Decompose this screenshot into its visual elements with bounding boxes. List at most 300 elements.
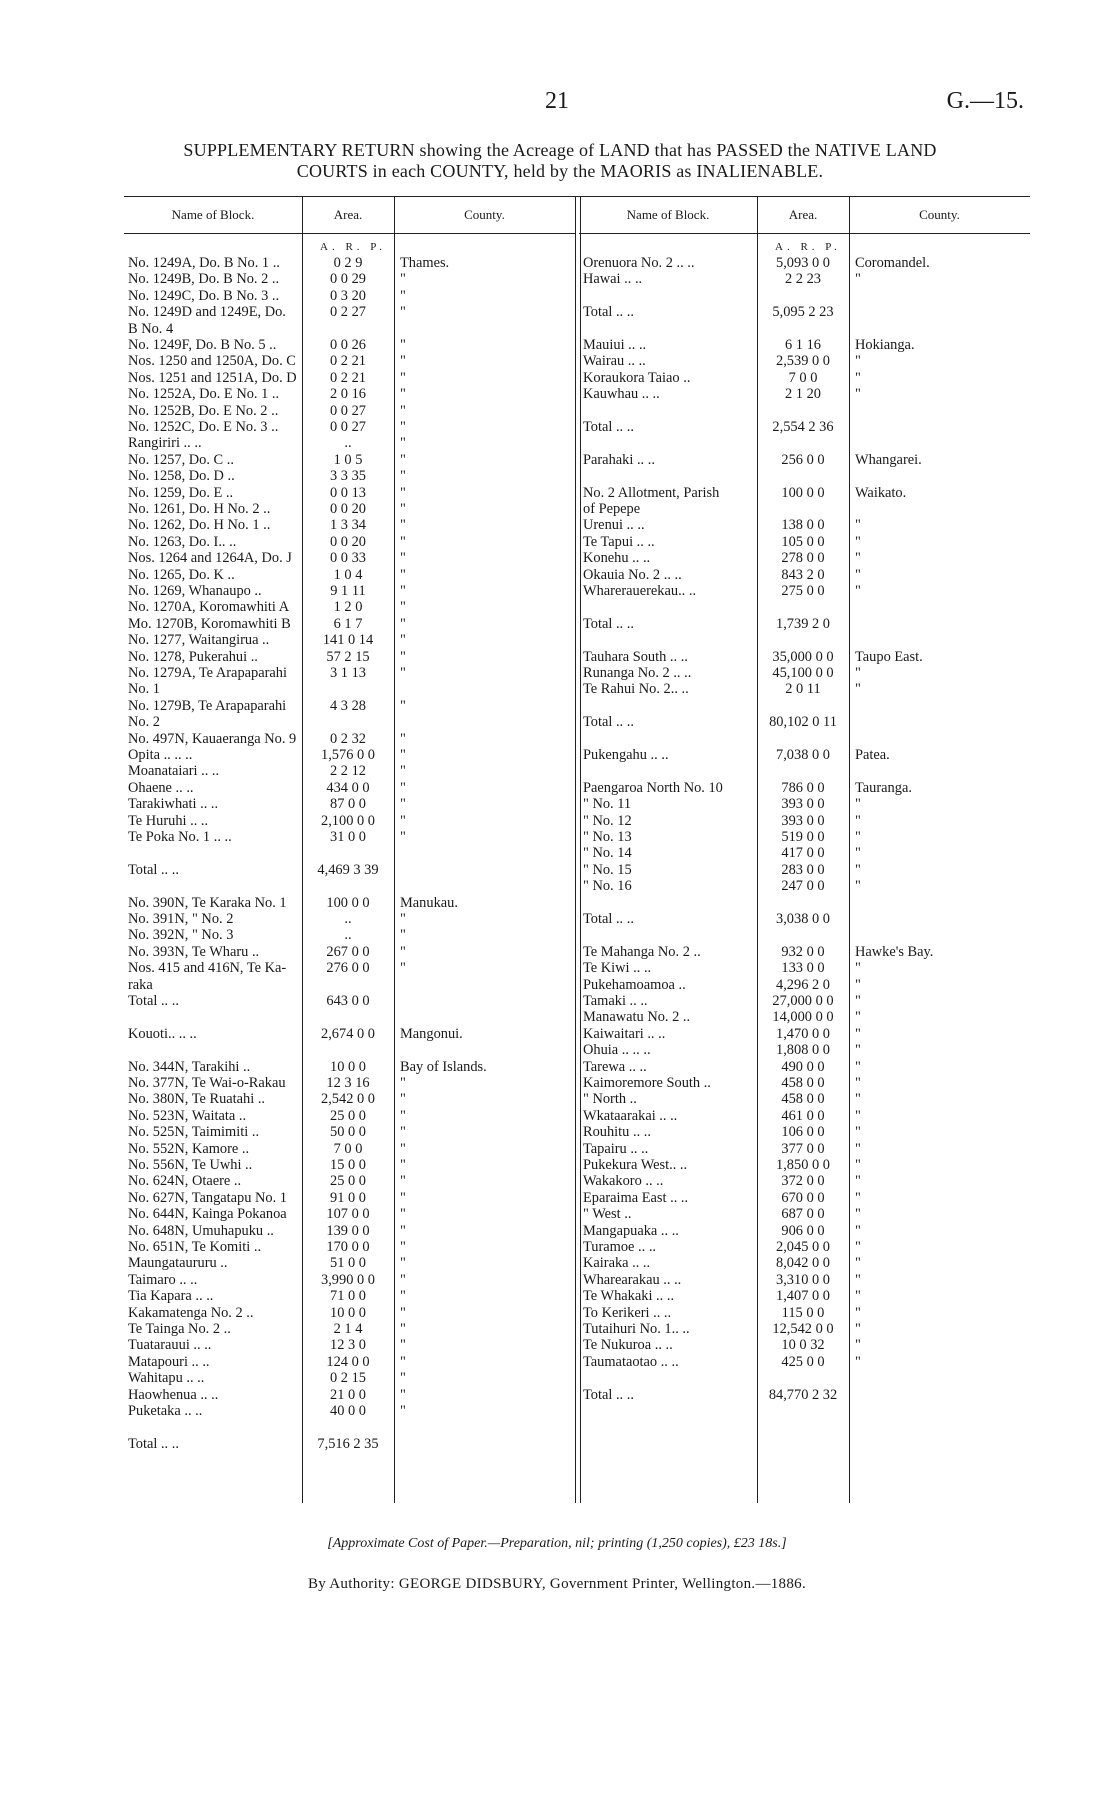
block-name: No. 497N, Kauaeranga No. 9 [128,730,297,747]
block-area: 2 1 4 [333,1321,363,1337]
left-table-row [124,435,575,452]
left-header-area: Area. [302,197,394,234]
block-name: Total .. .. [128,1435,179,1452]
block-county: " [400,1304,406,1321]
left-table-row [124,337,575,354]
page-number: 21 [545,88,569,114]
left-table-row [124,1190,575,1207]
right-table-row [579,1009,1030,1026]
right-area-units: A. R. P. [775,241,841,253]
block-county: " [400,943,406,960]
block-county: " [400,632,406,649]
block-name: Mauiui .. .. [583,337,647,353]
block-area: 0 0 20 [330,533,366,550]
block-name: No. 1258, Do. D .. [128,468,235,485]
block-area: 10 0 0 [330,1058,366,1075]
right-table-row [579,649,1030,666]
block-county: " [855,550,861,567]
block-name: No. 648N, Umuhapuku .. [128,1222,274,1239]
block-area: 124 0 0 [326,1353,370,1370]
right-header-name: Name of Block. [579,197,757,234]
right-table-row [579,386,1030,403]
left-table-row [124,1354,575,1371]
right-table-row [579,1091,1030,1108]
right-table-row [579,1157,1030,1174]
block-county: " [855,812,861,829]
right-table-row [579,435,1030,452]
right-table-row [579,1321,1030,1338]
block-name: No. 556N, Te Uwhi .. [128,1157,253,1173]
block-name: No. 392N, " No. 3 [128,927,234,944]
block-name: No. 1269, Whanaupo .. [128,583,262,599]
block-county: " [855,271,861,288]
block-name: Puketaka .. .. [128,1403,203,1419]
block-county: " [400,1386,406,1403]
block-county: Patea. [855,747,890,763]
block-name: Okauia No. 2 .. .. [583,566,682,583]
block-name: Turamoe .. .. [583,1239,657,1255]
block-county: Waikato. [855,484,907,501]
block-area: 31 0 0 [330,829,366,845]
block-area: 1,850 0 0 [776,1157,830,1173]
block-county: " [855,1271,861,1288]
right-table-row [579,632,1030,649]
block-name: No. 525N, Taimimiti .. [128,1124,260,1141]
block-name: Tuatarauui .. .. [128,1337,212,1354]
block-name: Total .. .. [128,993,179,1009]
right-table-row [579,288,1030,305]
block-area: 1,808 0 0 [776,1042,830,1059]
left-table-row [124,977,575,994]
right-table-row [579,452,1030,469]
right-table-row [579,1124,1030,1141]
block-name: Ohaene .. .. [128,779,194,796]
right-table-row [579,485,1030,502]
block-area: 2 2 23 [785,271,821,288]
block-name: No. 377N, Te Wai-o-Rakau [128,1075,286,1091]
right-table-row [579,419,1030,436]
block-name: Moanataiari .. .. [128,763,220,780]
block-area: 3,038 0 0 [776,911,830,927]
block-area: 843 2 0 [781,566,825,583]
block-county: " [400,796,406,813]
block-area: 256 0 0 [781,451,825,468]
block-county: Hokianga. [855,337,915,353]
block-county: " [400,451,406,468]
block-area: 0 2 32 [330,730,366,747]
left-table-row [124,895,575,912]
block-name: Kouoti.. .. .. [128,1025,197,1042]
left-table-row [124,714,575,731]
block-area: 7,038 0 0 [776,747,830,763]
left-table-row [124,813,575,830]
block-county: " [855,1206,861,1223]
left-table-row [124,1403,575,1420]
block-county: " [855,1321,861,1337]
right-table-row [579,255,1030,272]
block-name: B No. 4 [128,320,174,337]
block-county: " [400,287,406,304]
block-area: 139 0 0 [326,1222,370,1239]
left-table-row [124,452,575,469]
block-name: Wharearakau .. .. [583,1271,682,1288]
block-name: raka [128,976,153,993]
left-table-row [124,501,575,518]
document-id: G.—15. [946,88,1024,114]
block-area: 2,554 2 36 [772,419,834,435]
left-table-row [124,321,575,338]
block-area: 10 0 0 [330,1304,366,1321]
block-name: Taimaro .. .. [128,1271,198,1288]
block-area: 27,000 0 0 [772,993,834,1009]
block-county: " [855,1009,861,1026]
block-name: No. 1249C, Do. B No. 3 .. [128,287,280,304]
block-area: 0 2 27 [330,304,366,321]
block-county: " [855,878,861,895]
block-area: 50 0 0 [330,1124,366,1141]
left-table-row [124,632,575,649]
block-name: Orenuora No. 2 .. .. [583,255,695,271]
block-area: 7,516 2 35 [317,1435,379,1452]
block-county: " [855,861,861,878]
block-name: Kauwhau .. .. [583,386,660,403]
left-table-row [124,911,575,928]
right-table-row [579,337,1030,354]
block-name: Wharerauerekau.. .. [583,583,697,599]
right-table-row [579,304,1030,321]
left-table-row [124,927,575,944]
block-county: " [400,599,406,616]
block-area: 6 1 16 [785,337,821,353]
block-name: " No. 12 [583,812,632,829]
left-column [124,197,575,1503]
block-area: 100 0 0 [781,484,825,501]
right-table-row [579,1272,1030,1289]
block-county: " [400,386,406,403]
block-county: " [400,484,406,501]
block-area: 12 3 16 [326,1075,370,1091]
left-table-row [124,599,575,616]
right-table-row [579,517,1030,534]
block-area: 283 0 0 [781,861,825,878]
block-area: .. [344,911,352,927]
left-table-row [124,1370,575,1387]
block-name: No. 1265, Do. K .. [128,566,235,583]
right-table-row [579,1108,1030,1125]
block-area: 4,296 2 0 [776,976,830,993]
right-table-row [579,1173,1030,1190]
block-name: Te Tainga No. 2 .. [128,1321,231,1337]
right-table-row [579,829,1030,846]
block-county: " [400,1222,406,1239]
block-name: Tutaihuri No. 1.. .. [583,1321,690,1337]
block-county: " [400,1337,406,1354]
block-area: 1 0 5 [333,451,363,468]
block-area: 1,407 0 0 [776,1288,830,1305]
block-name: Wkataarakai .. .. [583,1107,678,1124]
left-table-row [124,370,575,387]
block-area: 0 0 33 [330,550,366,567]
block-area: 106 0 0 [781,1124,825,1141]
right-column [579,197,1030,1503]
block-name: No. 1252A, Do. E No. 1 .. [128,386,280,403]
block-county: " [855,1189,861,1206]
block-area: 40 0 0 [330,1403,366,1419]
right-table-row [579,370,1030,387]
block-county: " [855,993,861,1009]
block-county: " [855,386,861,403]
block-area: 1 3 34 [330,517,366,534]
block-name: Total .. .. [583,419,634,435]
block-area: 2 0 16 [330,386,366,403]
block-name: " No. 11 [583,796,632,813]
block-name: No. 1249D and 1249E, Do. [128,304,286,321]
right-table-row [579,1255,1030,1272]
block-area: 51 0 0 [330,1255,366,1272]
block-name: Matapouri .. .. [128,1353,210,1370]
block-area: 0 2 21 [330,353,366,370]
block-name: Tauhara South .. .. [583,648,688,665]
block-county: " [855,1124,861,1141]
block-county: " [400,1403,406,1419]
block-area: 0 0 29 [330,271,366,288]
block-area: 3 1 13 [330,665,366,681]
block-county: " [400,501,406,517]
block-name: Pukengahu .. .. [583,747,669,763]
block-county: " [855,845,861,862]
block-county: " [855,829,861,845]
block-area: 687 0 0 [781,1206,825,1223]
block-name: Te Nukuroa .. .. [583,1337,673,1354]
block-name: No. 380N, Te Ruatahi .. [128,1091,266,1108]
block-name: Total .. .. [583,714,634,731]
block-county: " [400,779,406,796]
block-county: Thames. [400,255,450,271]
left-table-row [124,550,575,567]
block-county: " [855,1353,861,1370]
block-area: 45,100 0 0 [772,665,834,681]
block-name: No. 1279B, Te Arapaparahi [128,697,287,714]
block-name: No. 624N, Otaere .. [128,1173,242,1190]
left-table-row [124,1009,575,1026]
left-table-row [124,1206,575,1223]
block-area: 2 0 11 [785,681,821,698]
block-county: " [855,796,861,813]
title-line-1: SUPPLEMENTARY RETURN showing the Acreage of LAND that has PASSED the NATIVE LAND [183,140,937,160]
block-name: Te Mahanga No. 2 .. [583,943,701,960]
block-name: Nos. 1251 and 1251A, Do. D [128,369,297,386]
block-county: " [855,1075,861,1091]
block-county: Mangonui. [400,1025,463,1042]
block-area: 3,990 0 0 [321,1271,375,1288]
block-county: " [400,1091,406,1108]
right-table-row [579,1239,1030,1256]
block-name: Kaiwaitari .. .. [583,1025,666,1042]
left-table-row [124,1141,575,1158]
block-county: " [855,1255,861,1272]
block-name: To Kerikeri .. .. [583,1304,672,1321]
block-area: 105 0 0 [781,533,825,550]
block-name: No. 1259, Do. E .. [128,484,234,501]
block-area: 7 0 0 [333,1140,363,1157]
block-area: 0 0 27 [330,402,366,419]
block-name: Wairau .. .. [583,353,646,370]
right-table-row [579,927,1030,944]
left-table-row [124,698,575,715]
block-county: " [400,730,406,747]
left-table-row [124,1157,575,1174]
left-table-row [124,681,575,698]
block-area: 786 0 0 [781,779,825,796]
block-county: " [400,1239,406,1255]
block-name: Total .. .. [128,861,179,878]
right-table-row [579,403,1030,420]
block-area: 3 3 35 [330,468,366,485]
right-table-row [579,862,1030,879]
block-name: Tia Kapara .. .. [128,1288,214,1305]
block-name: No. 552N, Kamore .. [128,1140,250,1157]
block-area: 906 0 0 [781,1222,825,1239]
block-area: 14,000 0 0 [772,1009,834,1026]
block-name: No. 1263, Do. I.. .. [128,533,237,550]
block-name: No. 1277, Waitangirua .. [128,632,270,649]
block-county: Bay of Islands. [400,1058,487,1075]
block-name: Ohuia .. .. .. [583,1042,651,1059]
left-table-row [124,862,575,879]
block-name: Manawatu No. 2 .. [583,1009,691,1026]
left-table-row [124,649,575,666]
block-name: Runanga No. 2 .. .. [583,665,692,681]
left-table-row [124,780,575,797]
block-county: " [855,369,861,386]
block-county: " [400,468,406,485]
block-name: No. 523N, Waitata .. [128,1107,247,1124]
right-table-row [579,1387,1030,1404]
block-county: " [400,1107,406,1124]
title-line-2: COURTS in each COUNTY, held by the MAORIS as INALIENABLE. [296,161,824,181]
right-table-row [579,763,1030,780]
block-name: Tapairu .. .. [583,1140,649,1157]
block-area: 115 0 0 [781,1304,825,1321]
block-county: " [855,1304,861,1321]
block-county: Whangarei. [855,451,922,468]
right-table-row [579,878,1030,895]
block-name: Tamaki .. .. [583,993,648,1009]
block-county: " [855,517,861,534]
left-table-row [124,1305,575,1322]
block-area: 1 0 4 [333,566,363,583]
block-name: Pukehamoamoa .. [583,976,686,993]
block-name: Wakakoro .. .. [583,1173,664,1190]
block-area: 170 0 0 [326,1239,370,1255]
left-header-name: Name of Block. [124,197,302,234]
block-county: " [855,1288,861,1305]
block-name: " No. 15 [583,861,632,878]
block-area: 5,093 0 0 [776,255,830,271]
block-name: Rouhitu .. .. [583,1124,651,1141]
block-area: .. [344,927,352,944]
right-table-row [579,944,1030,961]
right-table-row [579,977,1030,994]
block-area: 2,539 0 0 [776,353,830,370]
block-area: 3,310 0 0 [776,1271,830,1288]
left-table-row [124,1419,575,1436]
left-table-row [124,1272,575,1289]
block-name: No. 1261, Do. H No. 2 .. [128,501,271,517]
block-county: " [855,533,861,550]
block-area: 100 0 0 [326,894,370,911]
block-county: " [855,976,861,993]
block-county: " [400,1189,406,1206]
right-table-row [579,993,1030,1010]
left-header-county: County. [394,197,575,234]
block-area: 25 0 0 [330,1107,366,1124]
block-name: Wahitapu .. .. [128,1370,205,1387]
left-table-row [124,1173,575,1190]
right-table-row [579,1370,1030,1387]
right-table-row [579,550,1030,567]
block-county: " [400,304,406,321]
left-table-row [124,403,575,420]
block-name: Konehu .. .. [583,550,651,567]
left-table-row [124,271,575,288]
block-county: " [855,566,861,583]
block-area: 2,045 0 0 [776,1239,830,1255]
block-name: Haowhenua .. .. [128,1386,219,1403]
block-area: 84,770 2 32 [768,1386,838,1403]
block-county: " [855,1173,861,1190]
block-name: No. 1252B, Do. E No. 2 .. [128,402,279,419]
block-county: " [400,402,406,419]
block-name: Koraukora Taiao .. [583,369,691,386]
left-table-row [124,583,575,600]
left-table-row [124,1075,575,1092]
left-table-row [124,829,575,846]
page-title [110,140,1010,182]
left-table-row [124,878,575,895]
left-table-row [124,304,575,321]
block-county: " [855,583,861,599]
block-area: 6 1 7 [333,615,363,632]
block-area: 8,042 0 0 [776,1255,830,1272]
right-table-row [579,1337,1030,1354]
right-table-row [579,698,1030,715]
block-county: " [855,1140,861,1157]
left-table-row [124,747,575,764]
block-county: " [400,1271,406,1288]
block-county: " [400,697,406,714]
block-area: 434 0 0 [326,779,370,796]
block-county: " [400,1321,406,1337]
block-name: " No. 14 [583,845,632,862]
right-table-row [579,714,1030,731]
block-area: 5,095 2 23 [772,304,834,321]
right-table-row [579,1288,1030,1305]
block-area: 21 0 0 [330,1386,366,1403]
left-area-units: A. R. P. [320,241,386,253]
left-table-row [124,534,575,551]
block-name: Nos. 415 and 416N, Te Ka- [128,960,287,977]
block-name: Tarewa .. .. [583,1058,647,1075]
block-area: 25 0 0 [330,1173,366,1190]
block-area: 133 0 0 [781,960,825,977]
left-table-row [124,1255,575,1272]
left-table-row [124,1387,575,1404]
block-name: No. 2 Allotment, Parish [583,484,720,501]
block-area: 87 0 0 [330,796,366,813]
left-table-row [124,845,575,862]
block-name: Te Tapui .. .. [583,533,655,550]
